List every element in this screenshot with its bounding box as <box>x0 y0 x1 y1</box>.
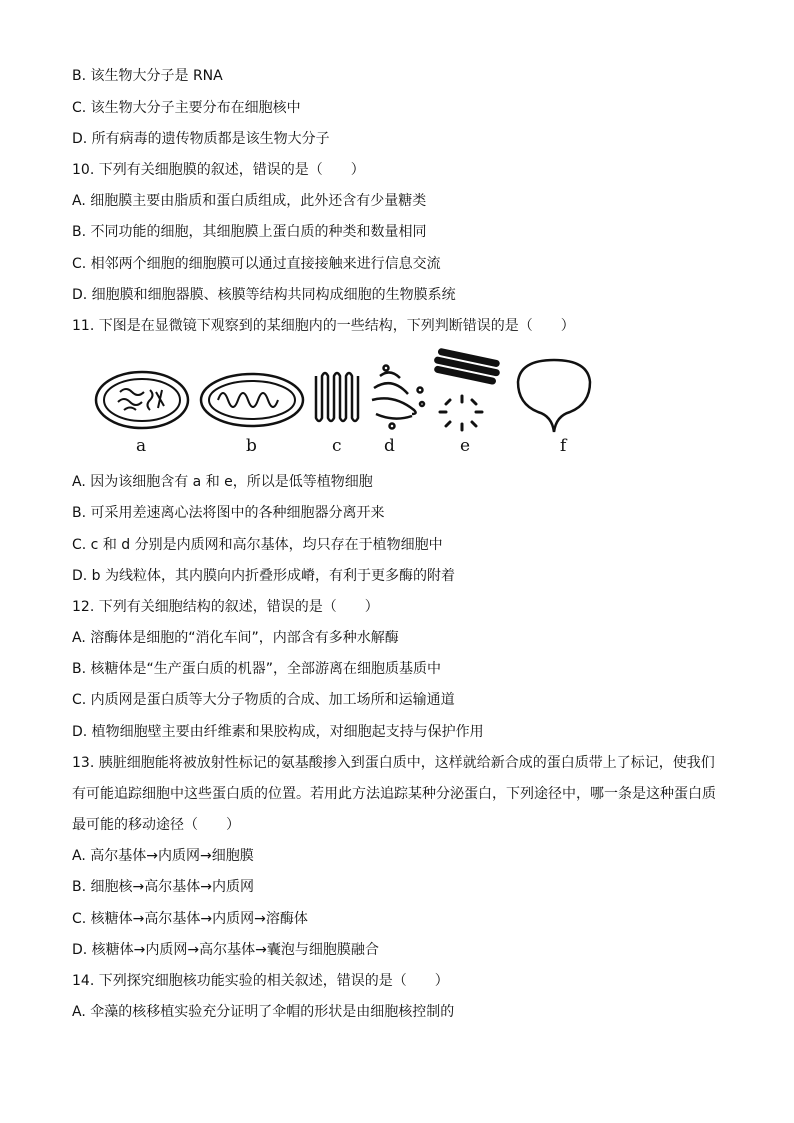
q10-option-a: A. 细胞膜主要由脂质和蛋白质组成，此外还含有少量糖类 <box>72 193 427 209</box>
q12-option-a: A. 溶酶体是细胞的“消化车间”，内部含有多种水解酶 <box>72 630 399 646</box>
figure-label-b: b <box>246 436 257 456</box>
organelle-e-drawing <box>432 348 502 430</box>
q10-option-d: D. 细胞膜和细胞器膜、核膜等结构共同构成细胞的生物膜系统 <box>72 287 456 303</box>
q13-stem-line1: 13. 胰脏细胞能将被放射性标记的氨基酸掺入到蛋白质中，这样就给新合成的蛋白质带上了标记，使我们 <box>72 755 715 771</box>
q11-stem: 11. 下图是在显微镜下观察到的某细胞内的一些结构，下列判断错误的是（ ） <box>72 318 575 334</box>
q12-option-c: C. 内质网是蛋白质等大分子物质的合成、加工场所和运输通道 <box>72 692 455 708</box>
q13-stem-line3: 最可能的移动途径（ ） <box>72 817 240 833</box>
organelle-d-drawing <box>372 366 424 429</box>
figure-label-d: d <box>384 436 395 456</box>
figure-label-a: a <box>136 436 147 456</box>
q11-option-c: C. c 和 d 分别是内质网和高尔基体，均只存在于植物细胞中 <box>72 537 443 553</box>
figure-label-c: c <box>332 436 342 456</box>
organelle-f-drawing <box>518 360 590 432</box>
q12-option-d: D. 植物细胞壁主要由纤维素和果胶构成，对细胞起支持与保护作用 <box>72 724 484 740</box>
organelle-b-drawing <box>201 374 303 426</box>
q14-stem: 14. 下列探究细胞核功能实验的相关叙述，错误的是（ ） <box>72 973 449 989</box>
q13-option-c: C. 核糖体→高尔基体→内质网→溶酶体 <box>72 911 308 927</box>
q11-option-a: A. 因为该细胞含有 a 和 e，所以是低等植物细胞 <box>72 474 373 490</box>
q13-stem-line2: 有可能追踪细胞中这些蛋白质的位置。若用此方法追踪某种分泌蛋白，下列途径中，哪一条是这种蛋白质 <box>72 786 716 802</box>
organelle-a-drawing <box>96 372 188 428</box>
q12-stem: 12. 下列有关细胞结构的叙述，错误的是（ ） <box>72 599 379 615</box>
q10-option-b: B. 不同功能的细胞，其细胞膜上蛋白质的种类和数量相同 <box>72 224 427 240</box>
q9-option-c: C. 该生物大分子主要分布在细胞核中 <box>72 100 301 116</box>
q10-option-c: C. 相邻两个细胞的细胞膜可以通过直接接触来进行信息交流 <box>72 256 441 272</box>
q13-option-d: D. 核糖体→内质网→高尔基体→囊泡与细胞膜融合 <box>72 942 379 958</box>
q11-option-b: B. 可采用差速离心法将图中的各种细胞器分离开来 <box>72 505 385 521</box>
q9-option-d: D. 所有病毒的遗传物质都是该生物大分子 <box>72 131 330 147</box>
organelle-figure <box>90 340 620 460</box>
q11-option-d: D. b 为线粒体，其内膜向内折叠形成嵴，有利于更多酶的附着 <box>72 568 456 584</box>
q9-option-b: B. 该生物大分子是 RNA <box>72 68 223 84</box>
organelle-c-drawing <box>316 373 358 421</box>
q12-option-b: B. 核糖体是“生产蛋白质的机器”，全部游离在细胞质基质中 <box>72 661 442 677</box>
q14-option-a: A. 伞藻的核移植实验充分证明了伞帽的形状是由细胞核控制的 <box>72 1004 455 1020</box>
figure-label-e: e <box>460 436 471 456</box>
q13-option-a: A. 高尔基体→内质网→细胞膜 <box>72 848 254 864</box>
q13-option-b: B. 细胞核→高尔基体→内质网 <box>72 879 254 895</box>
figure-label-f: f <box>560 436 567 456</box>
organelle-drawings <box>90 340 620 440</box>
q10-stem: 10. 下列有关细胞膜的叙述，错误的是（ ） <box>72 162 365 178</box>
